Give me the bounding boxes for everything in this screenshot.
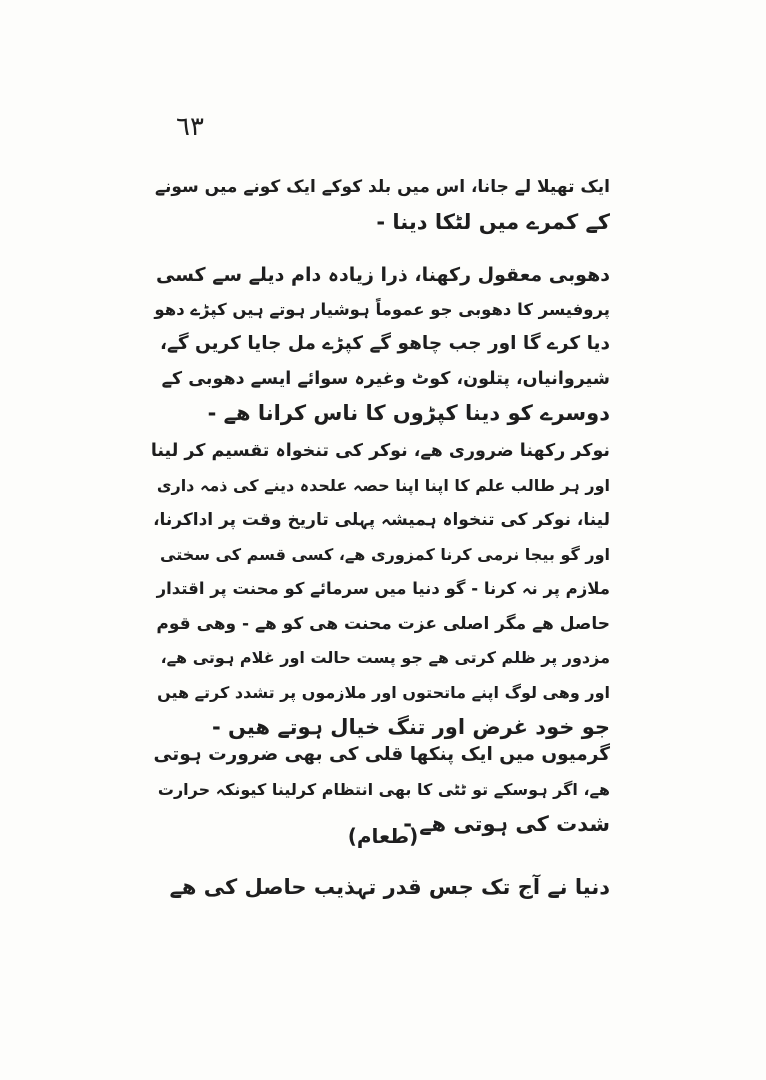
text-line: شیروانیاں، پتلون، کوٹ وغیرہ سوائے ایسے دھوبی کے <box>161 368 610 389</box>
text-line: ھے، اگر ہوسکے تو ٹٹی کا بھی انتظام کرلینا کیونکہ حرارت <box>157 779 610 799</box>
text-line: گرمیوں میں ایک پنکھا قلی کی بھی ضرورت ہوتی <box>153 744 610 765</box>
page-number: ٦٣ <box>176 112 204 142</box>
paragraph-food-intro <box>150 870 610 905</box>
text-line: شدت کی ہوتی ھے - <box>403 812 610 836</box>
text-line: دیا کرے گا اور جب چاھو گے کپڑے مل جایا کریں گے، <box>159 333 610 354</box>
text-line: دوسرے کو دینا کپڑوں کا ناس کرانا ھے - <box>207 401 610 425</box>
text-line: کے کمرے میں لٹکا دینا - <box>376 209 610 234</box>
text-line: نوکر رکھنا ضروری ھے، نوکر کی تنخواہ تقسیم کر لینا <box>150 441 610 461</box>
text-line: ملازم پر نہ کرنا - گو دنیا میں سرمائے کو محنت پر اقتدار <box>156 579 610 598</box>
text-line: مزدور پر ظلم کرتی ھے جو پست حالت اور غلام ہوتی ھے، <box>160 648 610 667</box>
paragraph-servant <box>150 434 610 745</box>
text-line: دنیا نے آج تک جس قدر تہذیب حاصل کی ھے <box>169 875 610 899</box>
section-heading: (طعام) <box>347 824 419 848</box>
text-line: جو خود غرض اور تنگ خیال ہوتے ھیں - <box>211 715 610 739</box>
text-line: اور وھی لوگ اپنے ماتحتوں اور ملازموں پر تشدد کرتے ھیں <box>157 682 610 702</box>
text-line: حاصل ھے مگر اصلی عزت محنت ھی کو ھے - وھی قوم <box>156 613 610 634</box>
text-line: دھوبی معقول رکھنا، ذرا زیادہ دام دیلے سے کسی <box>156 264 610 286</box>
text-line: پروفیسر کا دھوبی جو عموماً ہوشیار ہوتے ہیں کپڑے دھو <box>154 299 610 319</box>
text-line: اور گو بیجا نرمی کرنا کمزوری ھے، کسی قسم کی سختی <box>160 544 610 564</box>
text-line: لینا، نوکر کی تنخواہ ہمیشہ پہلی تاریخ وقت پر اداکرنا، <box>153 510 610 530</box>
paragraph-washerman <box>150 258 610 431</box>
text-line: ایک تھیلا لے جانا، اس میں بلد کوکے ایک کونے میں سونے <box>155 177 610 197</box>
text-line: اور ہر طالب علم کا اپنا اپنا حصہ علحدہ دینے کی ذمہ داری <box>156 475 610 495</box>
paragraph-laundry-bag <box>150 170 610 239</box>
